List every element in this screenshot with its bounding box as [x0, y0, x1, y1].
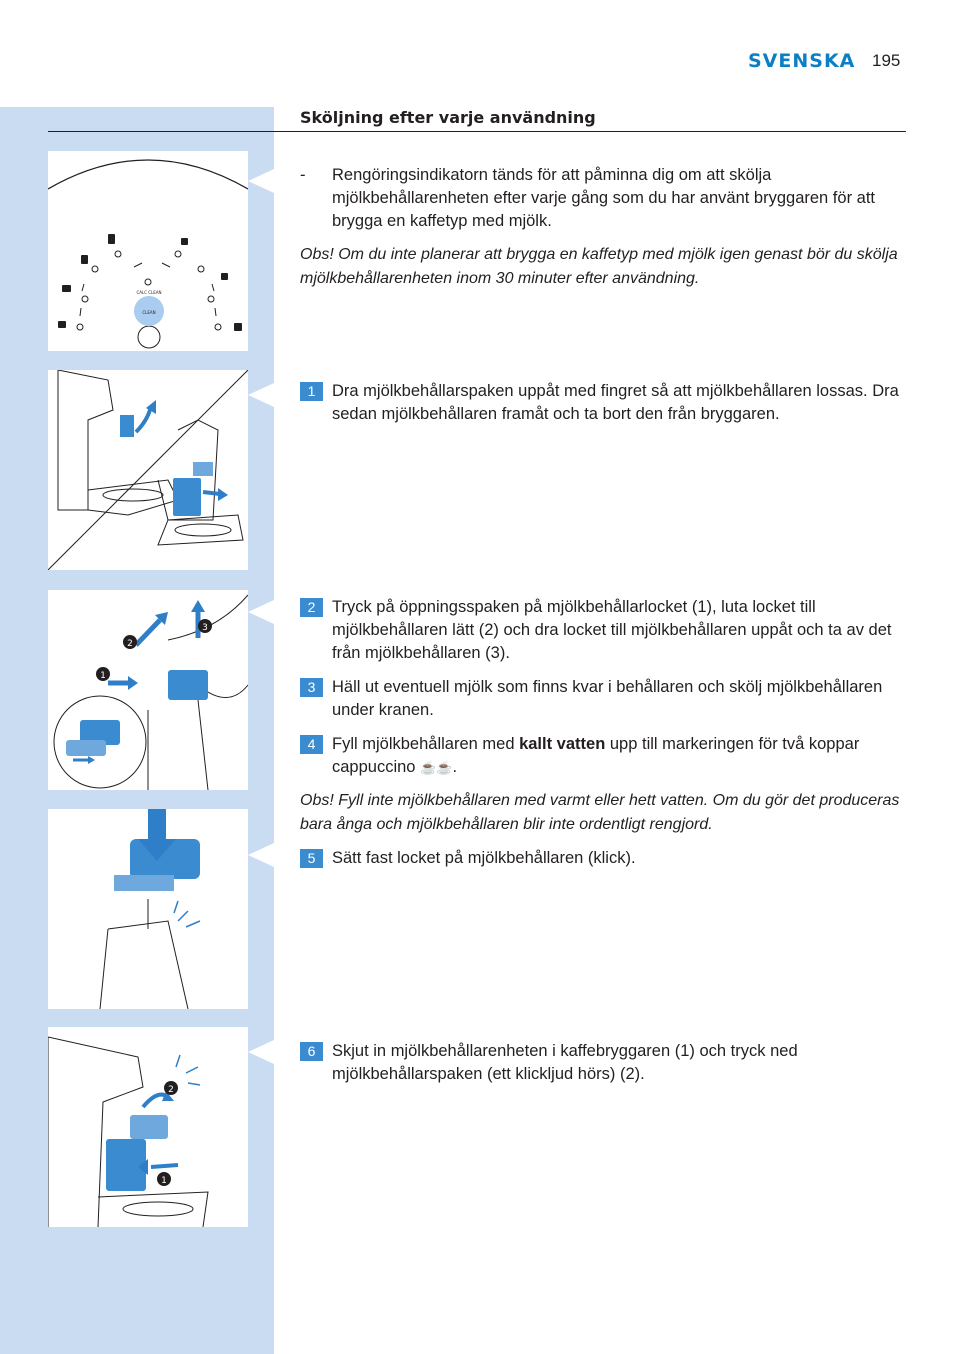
figure-pointer [248, 383, 274, 407]
step-text-part: . [452, 758, 458, 776]
calc-clean-label: CALC CLEAN [136, 290, 162, 295]
step-text-part: Fyll mjölkbehållaren med [332, 735, 520, 753]
note-no-hot-water: Obs! Fyll inte mjölkbehållaren med varmt eller hett vatten. Om du gör det produceras bara ånga och mjölkbehållaren blir inte ordentligt rengjord. [300, 792, 900, 833]
step-text: Häll ut eventuell mjölk som finns kvar i behållaren och skölj mjölkbehållaren under kranen. [332, 678, 883, 719]
callout-2: 2 [127, 639, 133, 649]
note-rinse-within-30-min: Obs! Om du inte planerar att brygga en kaffetyp med mjölk igen genast bör du skölja mjölkbehållarenheten inom 30 minuter efter användning. [300, 246, 898, 287]
step-2 [300, 596, 906, 665]
step-number-badge: 2 [300, 598, 323, 617]
figure-pointer [248, 1040, 274, 1064]
bullet-cleaning-indicator [300, 164, 906, 233]
two-cups-icon: ☕☕ [420, 760, 453, 775]
step-text-part: upp till markeringen för två koppar cappuccino [332, 735, 860, 776]
page-number: 195 [872, 51, 901, 70]
attach-lid-illustration [48, 809, 248, 1009]
remove-container-illustration [48, 370, 248, 570]
step-text: Skjut in mjölkbehållarenheten i kaffebryggaren (1) och tryck ned mjölkbehållarspaken (ett klickljud hörs) (2). [332, 1042, 798, 1083]
bullet-dash: - [300, 166, 306, 184]
section-title: Sköljning efter varje användning [300, 108, 596, 127]
figure-pointer [248, 600, 274, 624]
figure-pointer [248, 843, 274, 867]
step-number-badge: 1 [300, 382, 323, 401]
step-6 [300, 1040, 906, 1086]
callout-2: 2 [168, 1085, 174, 1095]
figure-attach-lid [48, 809, 248, 1009]
step-text: Dra mjölkbehållarspaken uppåt med fingret så att mjölkbehållaren lossas. Dra sedan mjölkbehållaren framåt och ta bort den från bryggaren. [332, 382, 899, 423]
language-header: SVENSKA [748, 50, 856, 72]
control-panel-illustration [48, 151, 248, 351]
step-text: Tryck på öppningsspaken på mjölkbehållarlocket (1), luta locket till mjölkbehållaren lätt (2) och dra locket till mjölkbehållaren uppåt och ta av det från mjölkbehållaren (3). [332, 598, 892, 662]
bullet-text: Rengöringsindikatorn tänds för att påminna dig om att skölja mjölkbehållarenheten efter varje gång som du har använt bryggaren för att brygga en kaffetyp med mjölk. [332, 166, 875, 230]
figure-open-lid [48, 590, 248, 790]
open-lid-illustration [48, 590, 248, 790]
step-number-badge: 4 [300, 735, 323, 754]
step-5 [300, 847, 906, 870]
clean-label: CLEAN [142, 310, 156, 315]
section-divider [48, 131, 906, 132]
insert-unit-illustration [48, 1027, 248, 1227]
callout-1: 1 [100, 671, 106, 681]
figure-control-panel [48, 151, 248, 351]
step-number-badge: 5 [300, 849, 323, 868]
figure-remove-milk-container [48, 370, 248, 570]
step-4 [300, 733, 906, 779]
step-3 [300, 676, 906, 722]
step-number-badge: 6 [300, 1042, 323, 1061]
callout-3: 3 [202, 623, 208, 633]
step-number-badge: 3 [300, 678, 323, 697]
figure-pointer [248, 169, 274, 193]
figure-insert-unit [48, 1027, 248, 1227]
step-text: Sätt fast locket på mjölkbehållaren (klick). [332, 849, 636, 867]
step-1 [300, 380, 906, 426]
callout-1: 1 [161, 1176, 167, 1186]
step-text [332, 733, 906, 779]
cold-water-emphasis: kallt vatten [519, 735, 606, 753]
